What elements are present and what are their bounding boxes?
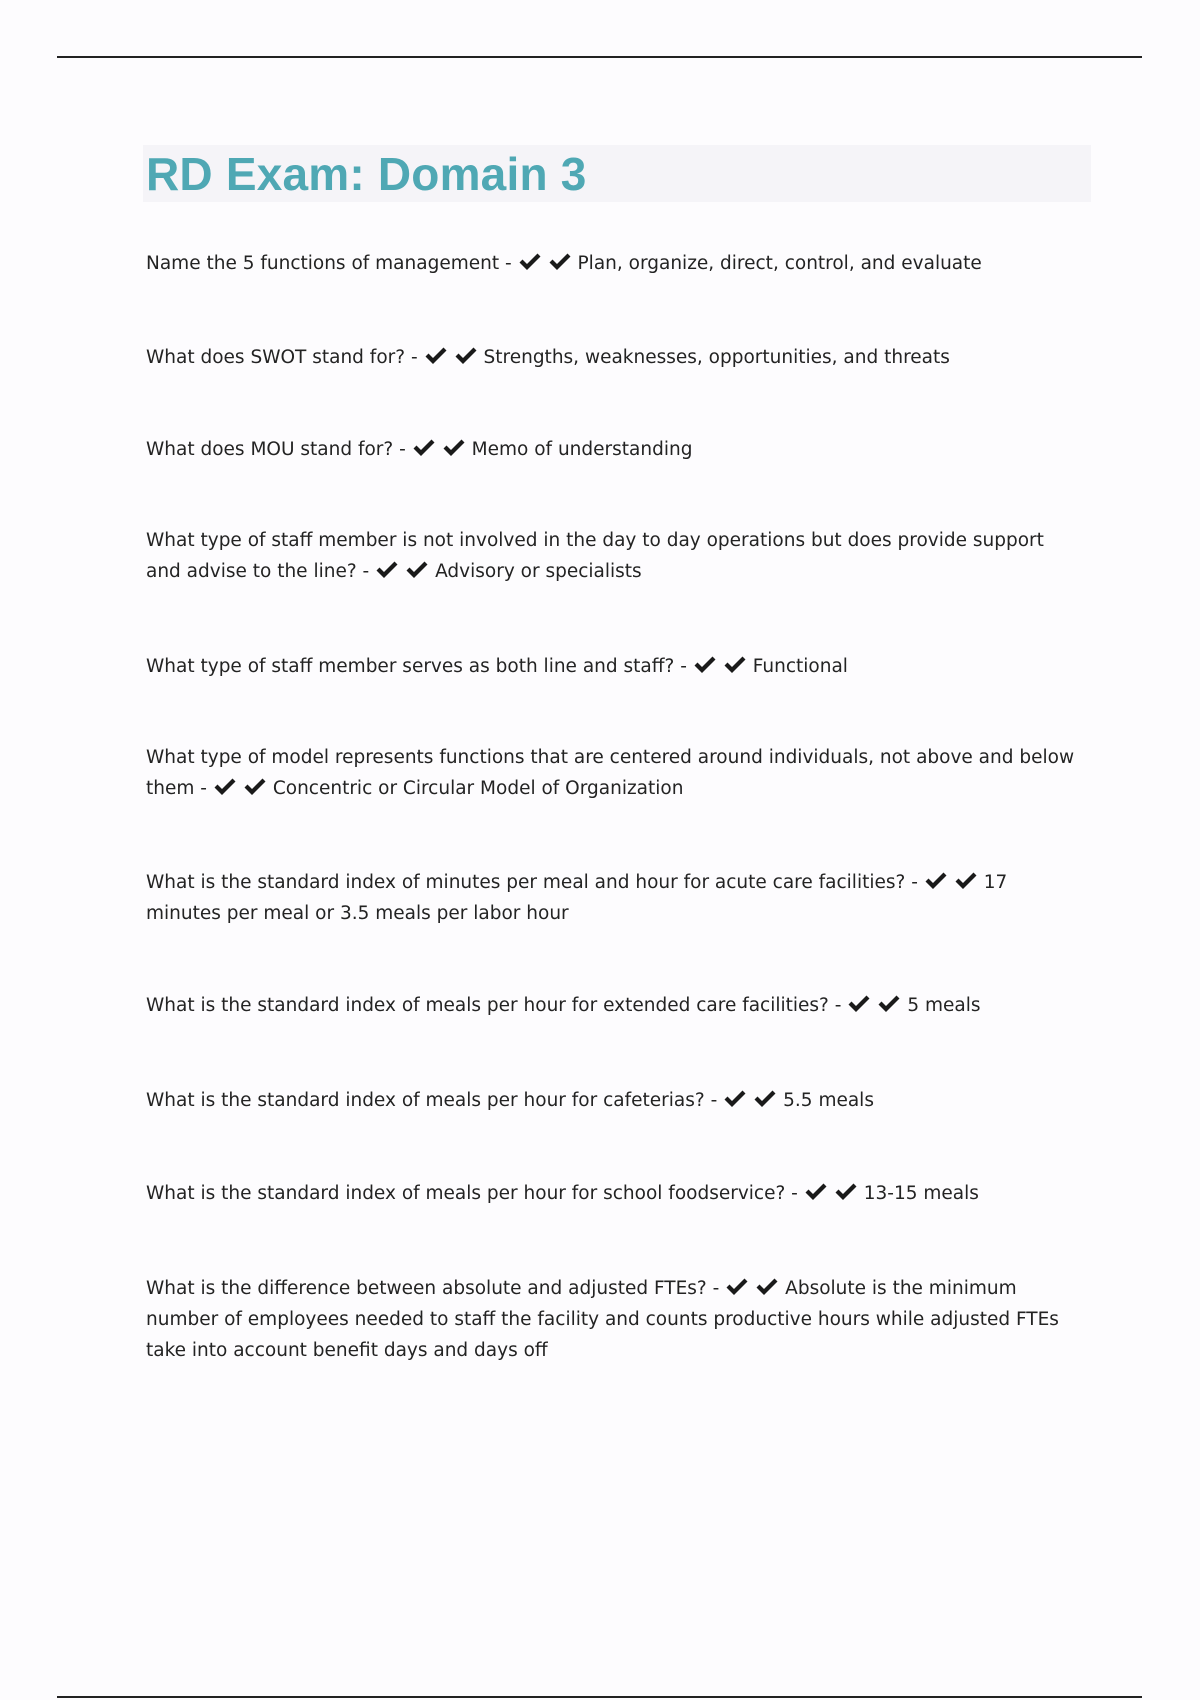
question-answer-separator: - [785,1183,804,1204]
answer-text: 5 meals [907,995,981,1016]
answer-text: Plan, organize, direct, control, and evaluate [577,253,982,274]
question-text: What type of staff member serves as both line and staff? [146,656,675,677]
qa-item [146,434,1076,465]
question-answer-separator: - [828,995,848,1016]
question-answer-separator: - [499,253,518,274]
qa-item [146,1178,1076,1209]
check-icon [454,345,478,367]
answer-markers [725,1278,785,1299]
qa-item [146,1273,1076,1366]
answer-markers [424,347,484,368]
qa-item [146,742,1076,804]
question-answer-separator: - [356,561,376,582]
check-icon [723,1088,747,1110]
check-icon [954,870,978,892]
question-text: What is the standard index of meals per hour for cafeterias? [146,1090,705,1111]
check-icon [548,251,572,273]
qa-item [146,990,1076,1021]
check-icon [753,1088,777,1110]
question-answer-separator: - [905,872,924,893]
qa-item [146,248,1076,279]
top-rule [57,56,1142,58]
qa-item [146,867,1076,929]
answer-text: Absolute is the minimum number of employees needed to staff the facility and counts productive hours while adjusted FTEs take into account benefit days and days off [146,1278,1059,1361]
answer-text: Functional [752,656,848,677]
qa-item [146,651,1076,682]
answer-markers [693,656,753,677]
question-text: What does MOU stand for? [146,439,394,460]
answer-text: Strengths, weaknesses, opportunities, and threats [483,347,950,368]
bottom-rule [57,1696,1142,1698]
answer-markers [924,872,984,893]
check-icon [405,559,429,581]
check-icon [243,776,267,798]
check-icon [725,1276,749,1298]
check-icon [723,654,747,676]
check-icon [755,1276,779,1298]
answer-markers [412,439,472,460]
question-text: What type of staff member is not involved in the day to day operations but does provide support and advise to the line? [146,530,1044,582]
answer-markers [723,1090,783,1111]
check-icon [924,870,948,892]
check-icon [412,437,436,459]
check-icon [877,993,901,1015]
qa-item [146,525,1076,587]
check-icon [834,1181,858,1203]
check-icon [693,654,717,676]
answer-markers [847,995,907,1016]
check-icon [442,437,466,459]
question-text: What is the standard index of minutes per meal and hour for acute care facilities? [146,872,906,893]
check-icon [424,345,448,367]
question-text: What is the difference between absolute and adjusted FTEs? [146,1278,707,1299]
question-text: What type of model represents functions that are centered around individuals, not above and below them [146,747,1075,799]
answer-text: Concentric or Circular Model of Organization [272,778,684,799]
qa-item [146,342,1076,373]
check-icon [847,993,871,1015]
question-answer-separator: - [704,1090,724,1111]
check-icon [375,559,399,581]
check-icon [213,776,237,798]
answer-markers [213,778,273,799]
question-answer-separator: - [194,778,213,799]
answer-text: 17 minutes per meal or 3.5 meals per labor hour [146,872,1008,924]
answer-markers [804,1183,864,1204]
question-answer-separator: - [393,439,412,460]
page-title: RD Exam: Domain 3 [146,148,587,200]
qa-item [146,1085,1076,1116]
question-answer-separator: - [405,347,424,368]
check-icon [518,251,542,273]
question-text: What does SWOT stand for? [146,347,406,368]
answer-text: Memo of understanding [471,439,693,460]
answer-text: 13-15 meals [863,1183,979,1204]
answer-markers [375,561,435,582]
question-text: What is the standard index of meals per hour for school foodservice? [146,1183,786,1204]
check-icon [804,1181,828,1203]
answer-text: 5.5 meals [783,1090,874,1111]
question-text: Name the 5 functions of management [146,253,500,274]
answer-markers [518,253,578,274]
question-answer-separator: - [706,1278,726,1299]
answer-text: Advisory or specialists [435,561,642,582]
question-answer-separator: - [674,656,693,677]
question-text: What is the standard index of meals per hour for extended care facilities? [146,995,829,1016]
